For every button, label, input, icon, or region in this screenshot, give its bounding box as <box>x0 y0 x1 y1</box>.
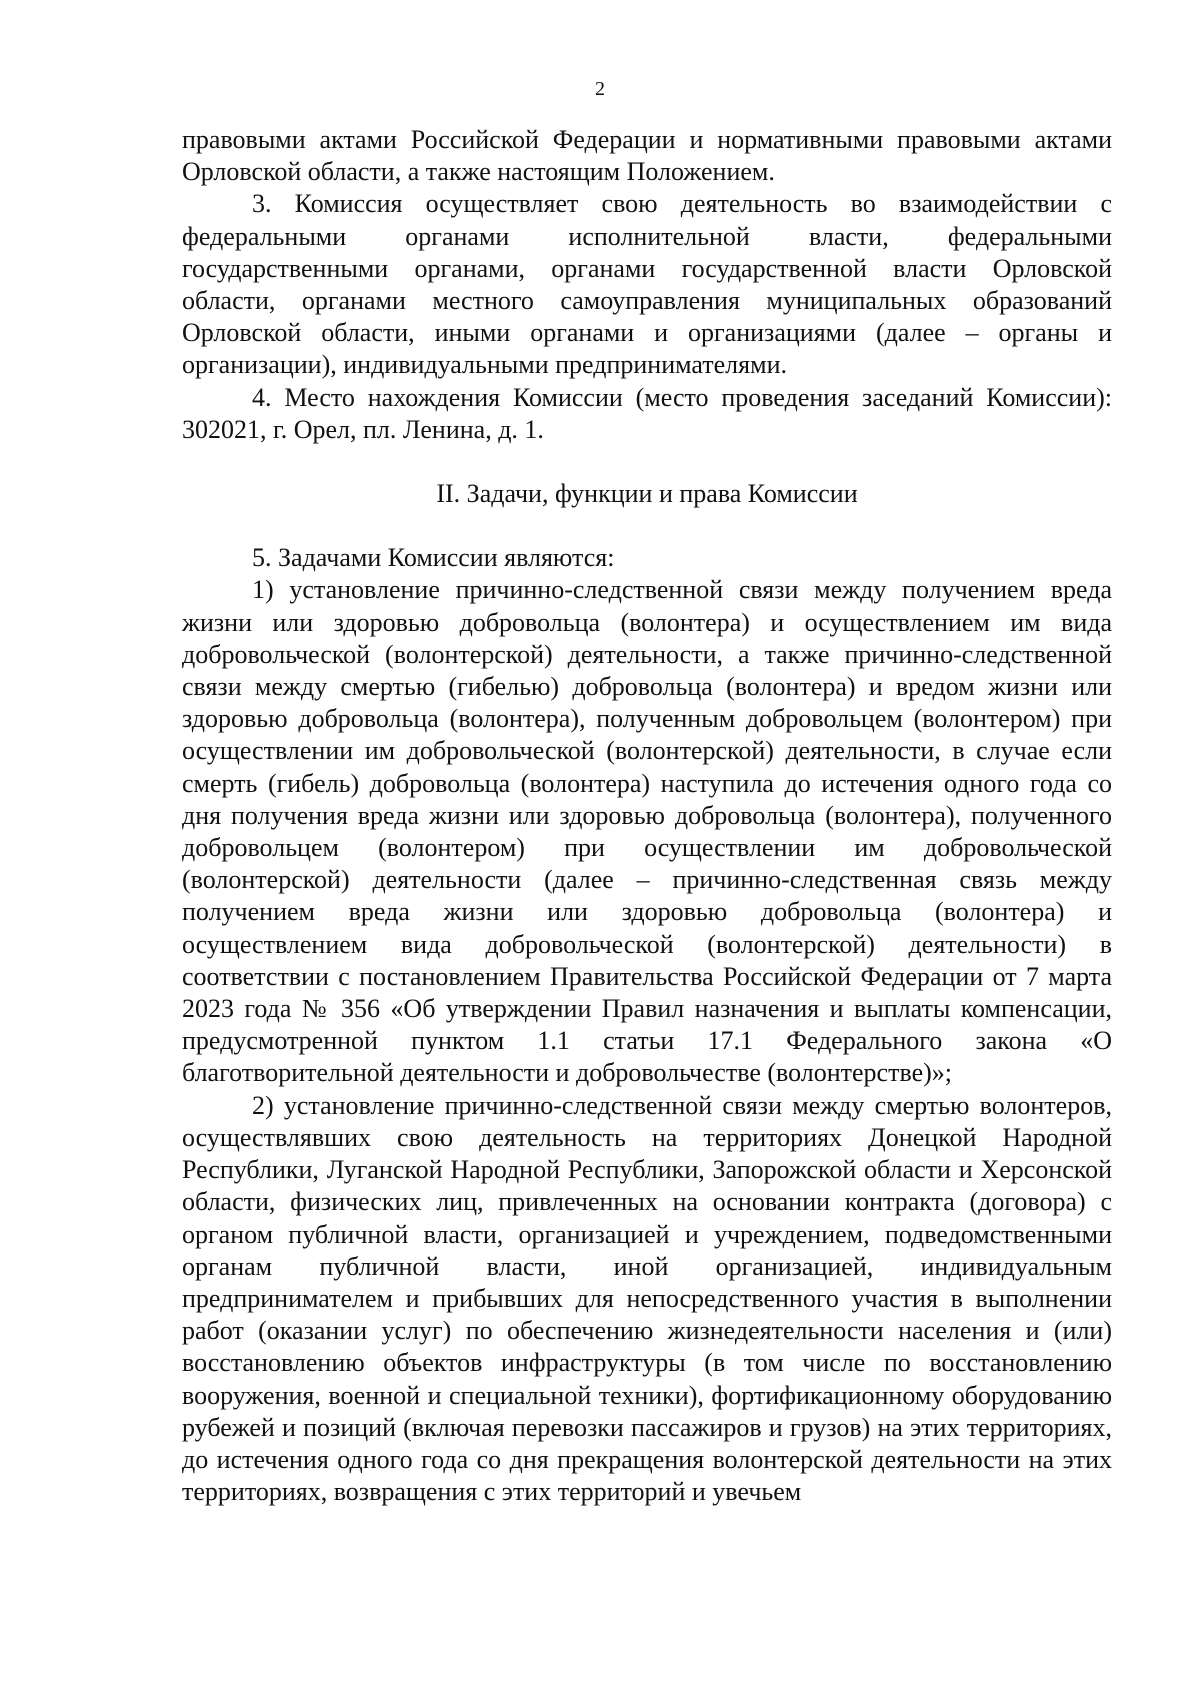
paragraph-continuation: правовыми актами Российской Федерации и нормативными правовыми актами Орловской области, а также настоящим Положением. <box>182 125 1112 187</box>
paragraph-3: 3. Комиссия осуществляет свою деятельность во взаимодействии с федеральными органами исполнительной власти, федеральными государственными органами, органами государственной власти Орловской области, органами местного самоуправления муниципальных образований Орловской области, иными органами и организациями (далее – органы и организации), индивидуальными предпринимателями. <box>182 189 1112 380</box>
paragraph-5: 5. Задачами Комиссии являются: <box>252 543 615 573</box>
document-body <box>182 124 1112 1508</box>
paragraph-5-item-2: 2) установление причинно-следственной связи между смертью волонтеров, осуществлявших свою деятельность на территориях Донецкой Народной Республики, Луганской Народной Республики, Запорожской области и Херсонской области, физических лиц, привлеченных на основании контракта (договора) с органом публичной власти, организацией и учреждением, подведомственными органам публичной власти, иной организацией, индивидуальным предпринимателем и прибывших для непосредственного участия в выполнении работ (оказании услуг) по обеспечению жизнедеятельности населения и (или) восстановлению объектов инфраструктуры (в том числе по восстановлению вооружения, военной и специальной техники), фортификационному оборудованию рубежей и позиций (включая перевозки пассажиров и грузов) на этих территориях, до истечения одного года со дня прекращения волонтерской деятельности на этих территориях, возвращения с этих территорий и увечьем <box>182 1090 1112 1507</box>
paragraph-4: 4. Место нахождения Комиссии (место проведения заседаний Комиссии): 302021, г. Орел, пл. Ленина, д. 1. <box>182 382 1112 444</box>
paragraph-5-item-1: 1) установление причинно-следственной связи между получением вреда жизни или здоровью добровольца (волонтера) и осуществлением им вида добровольческой (волонтерской) деятельности, а также причинно-следственной связи между смертью (гибелью) добровольца (волонтера) и вредом жизни или здоровью добровольца (волонтера), полученным добровольцем (волонтером) при осуществлении им добровольческой (волонтерской) деятельности, в случае если смерть (гибель) добровольца (волонтера) наступила до истечения одного года со дня получения вреда жизни или здоровью добровольца (волонтера), полученного добровольцем (волонтером) при осуществлении им добровольческой (волонтерской) деятельности (далее – причинно-следственная связь между получением вреда жизни или здоровью добровольца (волонтера) и осуществлением вида добровольческой (волонтерской) деятельности) в соответствии с постановлением Правительства Российской Федерации от 7 марта 2023 года № 356 «Об утверждении Правил назначения и выплаты компенсации, предусмотренной пунктом 1.1 статьи 17.1 Федерального закона «О благотворительной деятельности и добровольчестве (волонтерстве)»; <box>182 575 1112 1088</box>
page-number: 2 <box>595 78 605 100</box>
section-heading: II. Задачи, функции и права Комиссии <box>436 479 858 509</box>
